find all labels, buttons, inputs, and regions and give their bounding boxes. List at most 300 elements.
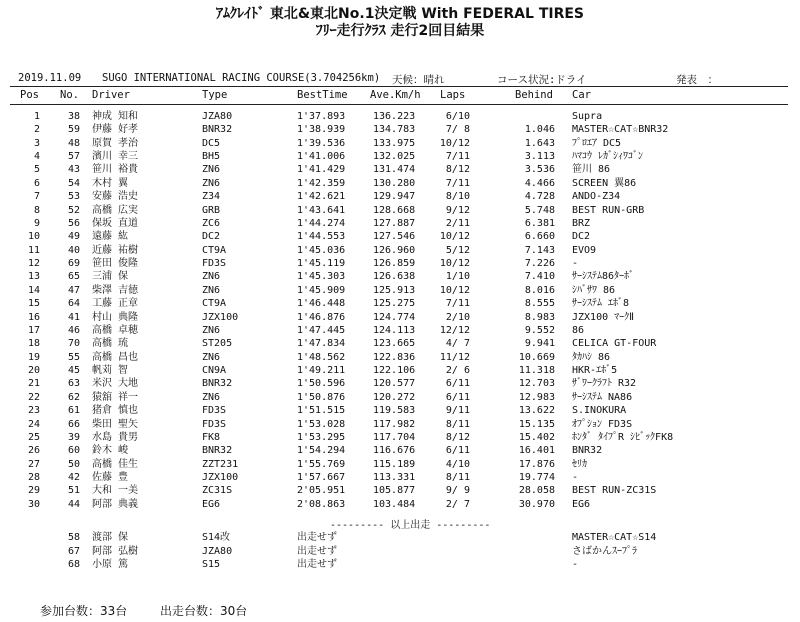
cell-type: ZN6 xyxy=(202,271,221,283)
cell-type: CT9A xyxy=(202,244,227,256)
cell-best-time: 1'47.834 xyxy=(297,338,346,350)
cell-no: 39 xyxy=(67,431,80,443)
cell-best-time: 1'57.667 xyxy=(297,471,346,483)
cell-car: BEST RUN-GRB xyxy=(572,204,645,216)
cell-behind: 4.466 xyxy=(524,177,555,189)
cell-pos: 5 xyxy=(33,164,40,176)
cell-best-time: 1'46.876 xyxy=(297,311,346,323)
cell-driver: 安藤 浩史 xyxy=(92,191,139,203)
separator-started: --------- 以上出走 --------- xyxy=(330,520,491,531)
cell-no: 56 xyxy=(67,217,80,229)
cell-driver: 工藤 正章 xyxy=(92,298,139,310)
cell-no: 47 xyxy=(67,284,80,296)
cell-laps: 2/10 xyxy=(445,311,470,323)
cell-pos: 2 xyxy=(33,124,40,136)
cell-best-time: 1'50.876 xyxy=(297,391,346,403)
cell-behind: 8.555 xyxy=(524,298,555,310)
cell-driver: 帆苅 智 xyxy=(92,365,129,377)
cell-ave-speed: 119.583 xyxy=(373,405,416,417)
cell-driver: 高橋 広実 xyxy=(92,204,139,216)
cell-driver: 阿部 典義 xyxy=(92,498,139,510)
cell-driver: 阿部 弘樹 xyxy=(92,545,139,557)
cell-car: ﾌﾟﾛｴｱ DC5 xyxy=(572,137,622,149)
table-row xyxy=(0,472,800,484)
cell-pos: 19 xyxy=(27,351,40,363)
cell-ave-speed: 125.275 xyxy=(373,298,416,310)
cell-best-time: 1'50.596 xyxy=(297,378,346,390)
cell-car: ｻｰｼｽﾃﾑ ｴﾎﾞ8 xyxy=(572,298,630,310)
cell-pos: 7 xyxy=(33,191,40,203)
cell-behind: 7.226 xyxy=(524,258,555,270)
cell-pos: 18 xyxy=(27,338,40,350)
cell-behind: 8.016 xyxy=(524,284,555,296)
col-behind-header: Behind xyxy=(515,89,553,101)
cell-laps: 9/12 xyxy=(445,204,470,216)
cell-type: ZN6 xyxy=(202,324,221,336)
cell-best-time: 1'45.303 xyxy=(297,271,346,283)
cell-pos: 13 xyxy=(27,271,40,283)
cell-behind: 12.703 xyxy=(518,378,555,390)
cell-type: ZN6 xyxy=(202,351,221,363)
cell-driver: 猪倉 慎也 xyxy=(92,405,139,417)
cell-no: 51 xyxy=(67,485,80,497)
cell-no: 38 xyxy=(67,111,80,122)
cell-car: CELICA GT-FOUR xyxy=(572,338,657,350)
cell-car: HKR-ｴﾎﾞ5 xyxy=(572,365,618,377)
cell-no: 52 xyxy=(67,204,80,216)
cell-pos: 14 xyxy=(27,284,40,296)
cell-ave-speed: 122.106 xyxy=(373,365,416,377)
cell-laps: 10/12 xyxy=(439,231,470,243)
cell-laps: 2/ 7 xyxy=(445,498,470,510)
cell-driver: 柴澤 吉徳 xyxy=(92,284,139,296)
cell-type: FD3S xyxy=(202,258,227,270)
cell-car: MASTER☆CAT☆BNR32 xyxy=(572,124,669,136)
cell-type: CN9A xyxy=(202,365,227,377)
cell-pos: 20 xyxy=(27,365,40,377)
table-row xyxy=(0,378,800,390)
cell-ave-speed: 133.975 xyxy=(373,137,416,149)
cell-pos: 1 xyxy=(33,111,40,122)
cell-type: ZZT231 xyxy=(202,458,239,470)
cell-car: JZX100 ﾏｰｸⅡ xyxy=(572,311,635,323)
cell-type: BH5 xyxy=(202,151,221,163)
cell-type: JZA80 xyxy=(202,545,233,557)
col-pos-header: Pos xyxy=(20,89,39,101)
col-type-header: Type xyxy=(202,89,228,101)
cell-no: 68 xyxy=(67,559,80,570)
cell-car: S.INOKURA xyxy=(572,405,627,417)
cell-behind: 30.970 xyxy=(518,498,555,510)
cell-ave-speed: 132.025 xyxy=(373,151,416,163)
cell-no: 41 xyxy=(67,311,80,323)
cell-ave-speed: 127.887 xyxy=(373,217,416,229)
cell-pos: 6 xyxy=(33,177,40,189)
table-row xyxy=(0,271,800,283)
cell-laps: 10/12 xyxy=(439,284,470,296)
cell-ave-speed: 128.668 xyxy=(373,204,416,216)
table-row xyxy=(0,419,800,431)
cell-type: FD3S xyxy=(202,405,227,417)
cell-laps: 2/ 6 xyxy=(445,365,470,377)
cell-driver: 渡部 保 xyxy=(92,532,129,543)
cell-pos: 30 xyxy=(27,498,40,510)
table-row xyxy=(0,459,800,471)
cell-laps: 6/11 xyxy=(445,378,470,390)
cell-laps: 12/12 xyxy=(439,324,470,336)
col-ave-header: Ave.Km/h xyxy=(370,89,421,101)
cell-car: - xyxy=(572,559,579,570)
cell-laps: 7/ 8 xyxy=(445,124,470,136)
cell-car: ANDO-Z34 xyxy=(572,191,621,203)
cell-pos: 4 xyxy=(33,151,40,163)
starters-count: 出走台数：30台 xyxy=(160,604,248,618)
cell-ave-speed: 117.704 xyxy=(373,431,416,443)
cell-behind: 1.643 xyxy=(524,137,555,149)
cell-laps: 5/12 xyxy=(445,244,470,256)
cell-status: 出走せず xyxy=(297,559,337,570)
cell-ave-speed: 134.783 xyxy=(373,124,416,136)
cell-no: 70 xyxy=(67,338,80,350)
cell-behind: 5.748 xyxy=(524,204,555,216)
table-row xyxy=(0,338,800,350)
table-row xyxy=(0,258,800,270)
cell-behind: 3.113 xyxy=(524,151,555,163)
cell-car: ﾀｶﾊｼ 86 xyxy=(572,351,611,363)
cell-ave-speed: 116.676 xyxy=(373,445,416,457)
cell-driver: 猿舘 祥一 xyxy=(92,391,139,403)
cell-driver: 伊藤 好孝 xyxy=(92,124,139,136)
cell-type: ST205 xyxy=(202,338,233,350)
cell-type: ZN6 xyxy=(202,177,221,189)
cell-best-time: 1'43.641 xyxy=(297,204,346,216)
cell-car: ｵﾌﾟｼｮﾝ FD3S xyxy=(572,418,633,430)
cell-car: ｼﾊﾞｻﾜ 86 xyxy=(572,284,616,296)
cell-no: 45 xyxy=(67,365,80,377)
cell-best-time: 1'39.536 xyxy=(297,137,346,149)
cell-driver: 木村 翼 xyxy=(92,177,129,189)
table-row xyxy=(0,546,800,558)
table-row xyxy=(0,499,800,511)
cell-best-time: 1'49.211 xyxy=(297,365,346,377)
cell-ave-speed: 113.331 xyxy=(373,471,416,483)
table-row xyxy=(0,111,800,123)
cell-status: 出走せず xyxy=(297,545,337,557)
cell-car: DC2 xyxy=(572,231,591,243)
cell-ave-speed: 120.577 xyxy=(373,378,416,390)
table-row xyxy=(0,559,800,571)
cell-pos: 12 xyxy=(27,258,40,270)
cell-type: ZC6 xyxy=(202,217,221,229)
cell-type: GRB xyxy=(202,204,221,216)
cell-no: 63 xyxy=(67,378,80,390)
cell-best-time: 1'42.359 xyxy=(297,177,346,189)
col-driver-header: Driver xyxy=(92,89,130,101)
header-top-rule xyxy=(10,86,788,87)
cell-no: 67 xyxy=(67,545,80,557)
cell-ave-speed: 126.960 xyxy=(373,244,416,256)
cell-behind: 4.728 xyxy=(524,191,555,203)
cell-ave-speed: 123.665 xyxy=(373,338,416,350)
cell-no: 64 xyxy=(67,298,80,310)
col-best-header: BestTime xyxy=(297,89,348,101)
cell-best-time: 1'37.893 xyxy=(297,111,346,122)
table-row xyxy=(0,138,800,150)
cell-driver: 濱川 幸三 xyxy=(92,151,139,163)
cell-no: 61 xyxy=(67,405,80,417)
cell-driver: 笹川 裕貴 xyxy=(92,164,139,176)
cell-best-time: 2'08.863 xyxy=(297,498,346,510)
cell-type: FK8 xyxy=(202,431,221,443)
cell-behind: 1.046 xyxy=(524,124,555,136)
cell-type: DC5 xyxy=(202,137,221,149)
cell-pos: 15 xyxy=(27,298,40,310)
cell-pos: 29 xyxy=(27,485,40,497)
cell-best-time: 1'47.445 xyxy=(297,324,346,336)
table-row xyxy=(0,392,800,404)
document-subtitle: ﾌﾘｰ走行ｸﾗｽ 走行2回目結果 xyxy=(315,23,485,39)
cell-laps: 8/12 xyxy=(445,431,470,443)
cell-car: ｻｰｼｽﾃﾑ86ﾀｰﾎﾞ xyxy=(572,271,635,283)
table-row xyxy=(0,231,800,243)
cell-car: BEST RUN-ZC31S xyxy=(572,485,657,497)
cell-no: 48 xyxy=(67,137,80,149)
cell-ave-speed: 122.836 xyxy=(373,351,416,363)
cell-pos: 17 xyxy=(27,324,40,336)
cell-car: EVO9 xyxy=(572,244,597,256)
cell-behind: 28.058 xyxy=(518,485,555,497)
cell-best-time: 1'41.429 xyxy=(297,164,346,176)
cell-best-time: 1'44.553 xyxy=(297,231,346,243)
cell-best-time: 1'41.006 xyxy=(297,151,346,163)
cell-driver: 高橋 佳生 xyxy=(92,458,139,470)
cell-laps: 10/12 xyxy=(439,137,470,149)
cell-car: - xyxy=(572,258,579,270)
cell-laps: 8/10 xyxy=(445,191,470,203)
table-row xyxy=(0,485,800,497)
course-name: SUGO INTERNATIONAL RACING COURSE(3.704256km) xyxy=(102,72,381,84)
table-row xyxy=(0,405,800,417)
cell-type: S14改 xyxy=(202,532,231,543)
cell-driver: 保坂 直道 xyxy=(92,217,139,229)
cell-car: ｾﾘｶ xyxy=(572,458,587,470)
cell-car: ﾊﾏｺｳ ﾚｶﾞｼｨﾜｺﾞﾝ xyxy=(572,151,644,163)
cell-no: 55 xyxy=(67,351,80,363)
cell-car: BRZ xyxy=(572,217,591,229)
cell-driver: 村山 典隆 xyxy=(92,311,139,323)
cell-best-time: 1'45.119 xyxy=(297,258,346,270)
table-row xyxy=(0,245,800,257)
cell-laps: 1/10 xyxy=(445,271,470,283)
cell-driver: 大和 一美 xyxy=(92,485,139,497)
cell-ave-speed: 124.774 xyxy=(373,311,416,323)
cell-behind: 9.941 xyxy=(524,338,555,350)
cell-type: EG6 xyxy=(202,498,221,510)
cell-best-time: 1'38.939 xyxy=(297,124,346,136)
cell-behind: 12.983 xyxy=(518,391,555,403)
cell-best-time: 1'55.769 xyxy=(297,458,346,470)
cell-no: 57 xyxy=(67,151,80,163)
cell-laps: 9/11 xyxy=(445,405,470,417)
cell-behind: 3.536 xyxy=(524,164,555,176)
cell-pos: 11 xyxy=(27,244,40,256)
cell-type: ZN6 xyxy=(202,164,221,176)
table-row xyxy=(0,352,800,364)
cell-type: Z34 xyxy=(202,191,221,203)
cell-behind: 10.669 xyxy=(518,351,555,363)
cell-pos: 8 xyxy=(33,204,40,216)
cell-no: 59 xyxy=(67,124,80,136)
table-row xyxy=(0,298,800,310)
cell-no: 69 xyxy=(67,258,80,270)
cell-pos: 27 xyxy=(27,458,40,470)
table-row xyxy=(0,218,800,230)
cell-ave-speed: 131.474 xyxy=(373,164,416,176)
cell-driver: 高橋 昌也 xyxy=(92,351,139,363)
cell-behind: 15.402 xyxy=(518,431,555,443)
cell-no: 44 xyxy=(67,498,80,510)
cell-best-time: 1'53.028 xyxy=(297,418,346,430)
cell-no: 49 xyxy=(67,231,80,243)
cell-car: 笹川 86 xyxy=(572,164,611,176)
table-row xyxy=(0,445,800,457)
cell-car: 86 xyxy=(572,324,585,336)
cell-no: 58 xyxy=(67,532,80,543)
cell-ave-speed: 127.546 xyxy=(373,231,416,243)
cell-car: ｻﾞﾜｰｸﾗﾌﾄ R32 xyxy=(572,378,637,390)
cell-best-time: 1'54.294 xyxy=(297,445,346,457)
table-row xyxy=(0,325,800,337)
col-car-header: Car xyxy=(572,89,591,101)
cell-driver: 高橋 卓穂 xyxy=(92,324,139,336)
cell-best-time: 1'46.448 xyxy=(297,298,346,310)
cell-car: ﾎﾝﾀﾞ ﾀｲﾌﾟR ｼﾋﾞｯｸFK8 xyxy=(572,431,674,443)
cell-driver: 近藤 祐樹 xyxy=(92,244,139,256)
cell-no: 40 xyxy=(67,244,80,256)
announcement-label: 発表 ： xyxy=(676,74,718,86)
cell-driver: 柴田 聖矢 xyxy=(92,418,139,430)
cell-laps: 11/12 xyxy=(439,351,470,363)
cell-car: SCREEN 翼86 xyxy=(572,177,637,189)
cell-type: BNR32 xyxy=(202,378,233,390)
table-row xyxy=(0,285,800,297)
cell-car: ｻｰｼｽﾃﾑ NA86 xyxy=(572,391,633,403)
cell-type: ZN6 xyxy=(202,284,221,296)
course-condition: コース状況:ドライ xyxy=(497,74,587,86)
cell-driver: 三浦 保 xyxy=(92,271,129,283)
header-bottom-rule xyxy=(10,104,788,105)
cell-no: 60 xyxy=(67,445,80,457)
cell-car: MASTER☆CAT☆S14 xyxy=(572,532,657,543)
table-row xyxy=(0,124,800,136)
cell-type: JZX100 xyxy=(202,471,239,483)
cell-driver: 鈴木 峻 xyxy=(92,445,129,457)
cell-driver: 原賀 孝治 xyxy=(92,137,139,149)
cell-pos: 10 xyxy=(27,231,40,243)
table-row xyxy=(0,164,800,176)
weather: 天候：晴れ xyxy=(392,74,445,86)
cell-car: - xyxy=(572,471,579,483)
cell-car: さばかんｽｰﾌﾟﾗ xyxy=(572,545,637,557)
cell-car: EG6 xyxy=(572,498,591,510)
cell-car: Supra xyxy=(572,111,603,122)
cell-best-time: 1'42.621 xyxy=(297,191,346,203)
cell-car: BNR32 xyxy=(572,445,603,457)
cell-best-time: 1'44.274 xyxy=(297,217,346,229)
cell-laps: 8/11 xyxy=(445,418,470,430)
cell-pos: 24 xyxy=(27,418,40,430)
table-row xyxy=(0,205,800,217)
cell-best-time: 2'05.951 xyxy=(297,485,346,497)
cell-laps: 8/11 xyxy=(445,471,470,483)
cell-behind: 6.381 xyxy=(524,217,555,229)
cell-behind: 6.660 xyxy=(524,231,555,243)
event-date: 2019.11.09 xyxy=(18,72,82,84)
cell-behind: 11.318 xyxy=(518,365,555,377)
entries-count: 参加台数：33台 xyxy=(40,604,128,618)
table-row xyxy=(0,312,800,324)
cell-type: CT9A xyxy=(202,298,227,310)
cell-type: S15 xyxy=(202,559,221,570)
cell-pos: 26 xyxy=(27,445,40,457)
document-title: ｱﾑｸﾚｲﾄﾞ 東北&東北No.1決定戦 With FEDERAL TIRES xyxy=(215,6,585,22)
cell-ave-speed: 117.982 xyxy=(373,418,416,430)
cell-driver: 水島 貴男 xyxy=(92,431,139,443)
cell-driver: 米沢 大地 xyxy=(92,378,139,390)
cell-no: 53 xyxy=(67,191,80,203)
cell-ave-speed: 130.280 xyxy=(373,177,416,189)
cell-type: ZC31S xyxy=(202,485,233,497)
cell-laps: 7/11 xyxy=(445,151,470,163)
cell-type: JZA80 xyxy=(202,111,233,122)
table-row xyxy=(0,532,800,544)
table-row xyxy=(0,151,800,163)
cell-behind: 16.401 xyxy=(518,445,555,457)
cell-pos: 28 xyxy=(27,471,40,483)
cell-type: ZN6 xyxy=(202,391,221,403)
cell-pos: 3 xyxy=(33,137,40,149)
cell-laps: 8/12 xyxy=(445,164,470,176)
cell-type: JZX100 xyxy=(202,311,239,323)
cell-ave-speed: 115.189 xyxy=(373,458,416,470)
cell-status: 出走せず xyxy=(297,532,337,543)
cell-best-time: 1'45.909 xyxy=(297,284,346,296)
cell-ave-speed: 105.877 xyxy=(373,485,416,497)
cell-behind: 7.143 xyxy=(524,244,555,256)
cell-driver: 笹田 俊隆 xyxy=(92,258,139,270)
cell-laps: 7/11 xyxy=(445,298,470,310)
cell-behind: 15.135 xyxy=(518,418,555,430)
cell-behind: 17.876 xyxy=(518,458,555,470)
cell-behind: 13.622 xyxy=(518,405,555,417)
cell-behind: 19.774 xyxy=(518,471,555,483)
cell-ave-speed: 124.113 xyxy=(373,324,416,336)
cell-laps: 10/12 xyxy=(439,258,470,270)
cell-pos: 9 xyxy=(33,217,40,229)
cell-driver: 遠藤 紘 xyxy=(92,231,129,243)
cell-laps: 4/ 7 xyxy=(445,338,470,350)
cell-laps: 6/11 xyxy=(445,445,470,457)
cell-type: DC2 xyxy=(202,231,221,243)
table-row xyxy=(0,178,800,190)
cell-ave-speed: 120.272 xyxy=(373,391,416,403)
cell-laps: 6/10 xyxy=(445,111,470,122)
cell-behind: 7.410 xyxy=(524,271,555,283)
table-row xyxy=(0,191,800,203)
cell-best-time: 1'48.562 xyxy=(297,351,346,363)
cell-pos: 23 xyxy=(27,405,40,417)
table-row xyxy=(0,432,800,444)
